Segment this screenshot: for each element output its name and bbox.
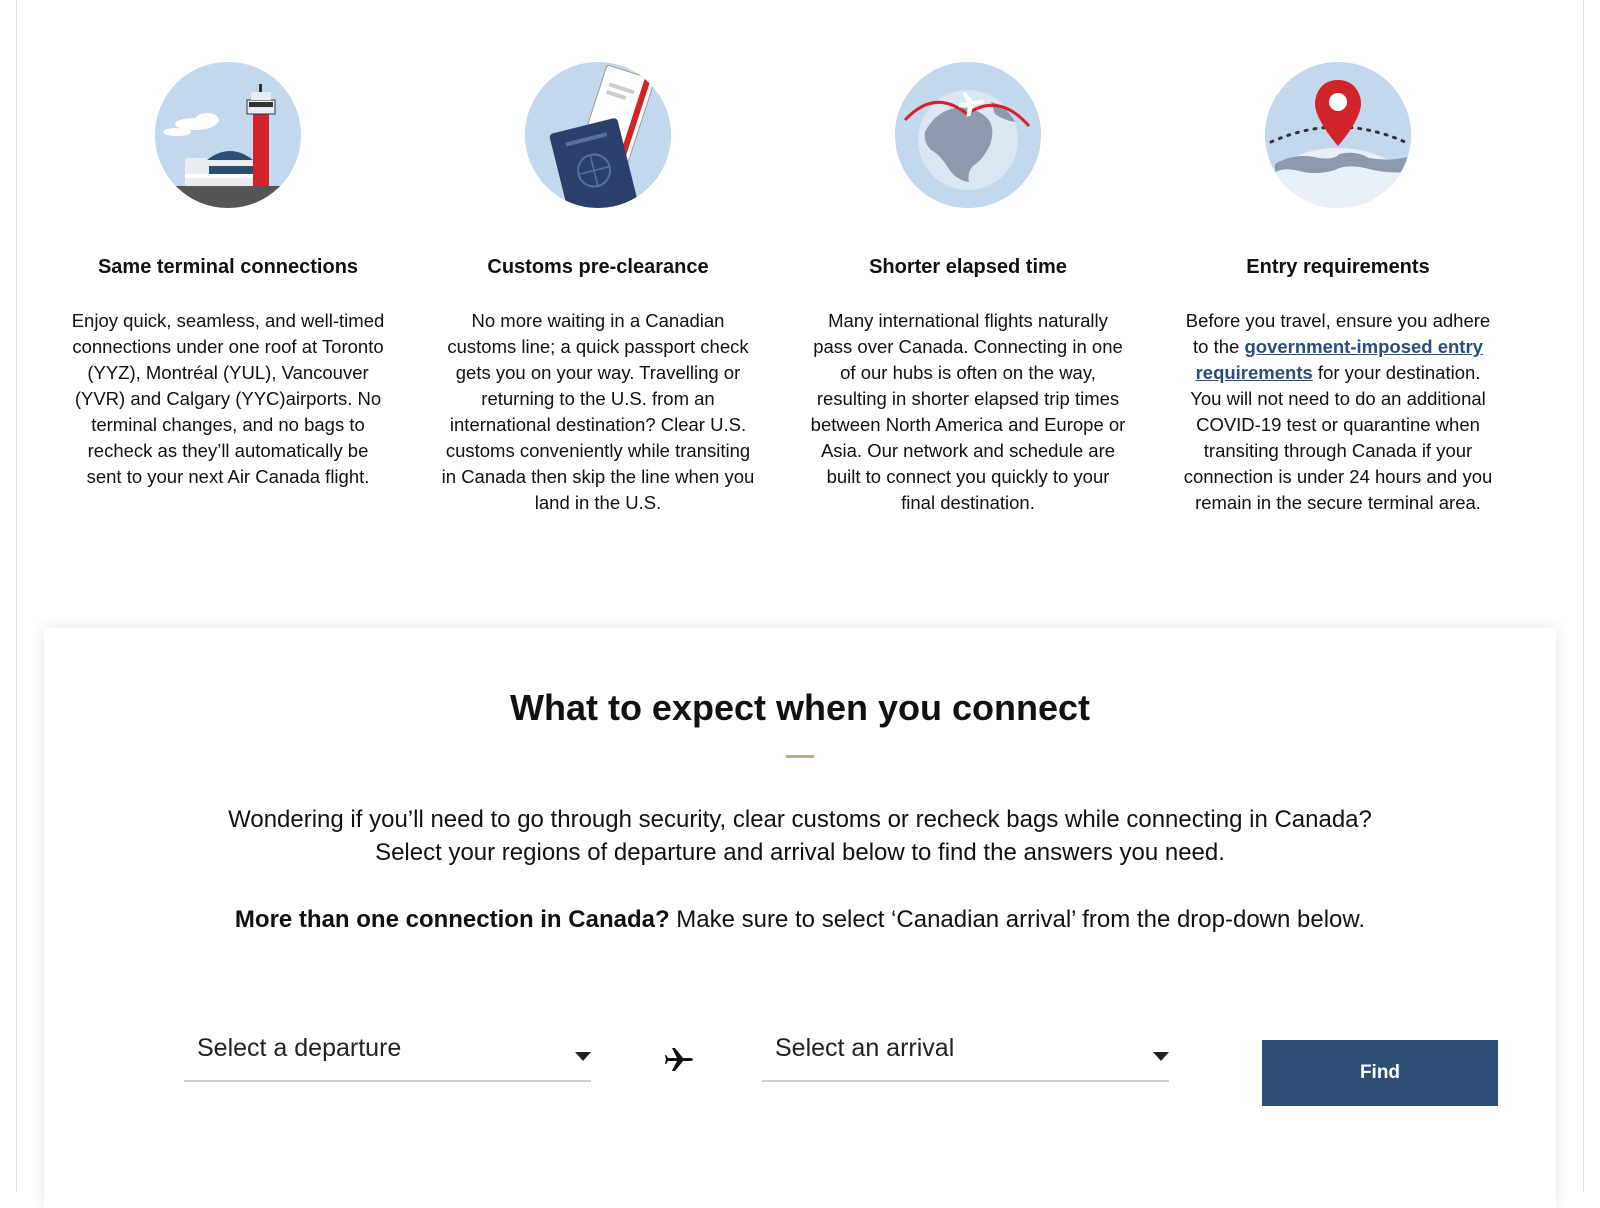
feature-body: Many international flights naturally pass over Canada. Connecting in one of our hubs is often on the way, resulting in shorter elapsed trip times between North America and Europe or Asia. Our network and schedule are built to connect you quickly to your final destination. [810,310,1126,513]
note-rest: Make sure to select ‘Canadian arrival’ from the drop-down below. [669,906,1366,933]
departure-select[interactable] [184,1026,591,1082]
arrival-select[interactable] [762,1026,1169,1082]
passport-icon [525,62,671,208]
feature-body-before: Before you travel, ensure you adhere to the [1185,310,1491,357]
airport-tower-icon [155,62,301,208]
feature-shorter-time [808,62,1128,516]
feature-entry-requirements [1178,62,1498,516]
feature-body-after: for your destination. You will not need to do an additional COVID-19 test or quarantine when transiting through Canada if your connection is under 24 hours and you remain in the secure terminal area. [1183,362,1493,513]
connect-title: What to expect when you connect [509,687,1091,728]
chevron-down-icon [575,1052,591,1061]
departure-select-label: Select a departure [197,1034,402,1062]
arrival-select-label: Select an arrival [775,1034,955,1062]
features-section [0,0,1600,600]
map-pin-icon [1265,62,1411,208]
feature-same-terminal [68,62,388,490]
feature-title: Same terminal connections [97,256,359,278]
entry-requirements-link[interactable]: government-imposed entry requirements [1195,336,1483,383]
feature-title: Shorter elapsed time [869,256,1067,278]
globe-flight-icon [895,62,1041,208]
connect-note [44,903,1556,936]
feature-body: Enjoy quick, seamless, and well-timed connections under one roof at Toronto (YYZ), Montréal (YUL), Vancouver (YVR) and Calgary (YYC)airports. No terminal changes, and no bags to recheck as they’ll automatically be sent to your next Air Canada flight. [71,310,385,487]
airplane-icon [665,1046,693,1074]
feature-title: Customs pre-clearance [487,256,709,278]
chevron-down-icon [1153,1052,1169,1061]
feature-title: Entry requirements [1246,256,1430,278]
intro-line-1: Wondering if you’ll need to go through security, clear customs or recheck bags while connecting in Canada? [228,806,1372,833]
feature-customs [438,62,758,516]
connect-intro [44,803,1556,869]
connect-card [44,628,1556,1208]
intro-line-2: Select your regions of departure and arrival below to find the answers you need. [375,839,1225,866]
feature-body [1178,308,1498,516]
find-button[interactable]: Find [1262,1040,1498,1106]
note-bold: More than one connection in Canada? [234,906,670,933]
feature-body: No more waiting in a Canadian customs line; a quick passport check gets you on your way. Travelling or returning to the U.S. from an international destination? Clear U.S. customs conveniently while transiting in Canada then skip the line when you land in the U.S. [441,310,755,513]
title-divider [786,755,814,758]
